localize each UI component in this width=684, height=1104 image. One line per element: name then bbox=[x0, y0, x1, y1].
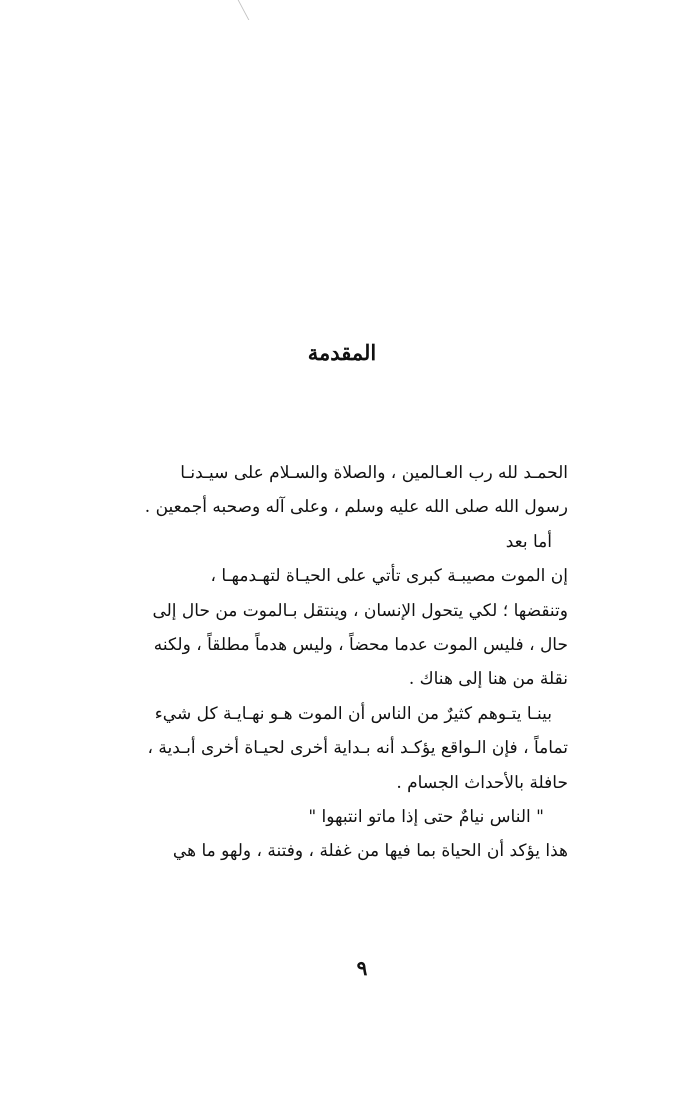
text-line: وتنقضها ؛ لكي يتحول الإنسان ، وينتقل بـالموت من حال إلى bbox=[152, 600, 568, 621]
scan-mark bbox=[238, 0, 264, 20]
text-line: حال ، فليس الموت عدما محضاً ، وليس هدماً مطلقاً ، ولكنه bbox=[153, 635, 568, 656]
text-line: حافلة بالأحداث الجسام . bbox=[396, 772, 568, 793]
text-line: الحمـد لله رب العـالمين ، والصلاة والسـلام على سيـدنـا bbox=[180, 463, 568, 483]
chapter-title: المقدمة bbox=[307, 340, 377, 365]
quote-line: " الناس نيامٌ حتى إذا ماتو انتبهوا " bbox=[308, 807, 544, 828]
text-line: نقلة من هنا إلى هناك . bbox=[408, 669, 568, 690]
text-line: إن الموت مصيبـة كبرى تأتي على الحيـاة لتهـدمهـا ، bbox=[210, 566, 568, 587]
text-line: رسول الله صلى الله عليه وسلم ، وعلى آله وصحبه أجمعين . bbox=[144, 497, 568, 518]
body-text bbox=[118, 456, 568, 869]
text-line: بينـا يتـوهم كثيرٌ من الناس أن الموت هـو نهـايـة كل شيء bbox=[154, 703, 552, 724]
text-line: تماماً ، فإن الـواقع يؤكـد أنه بـداية أخرى لحيـاة أخرى أبـدية ، bbox=[147, 738, 568, 759]
page-number: ٩ bbox=[356, 956, 368, 980]
text-line: أما بعد bbox=[505, 531, 552, 552]
text-line: هذا يؤكد أن الحياة بما فيها من غفلة ، وفتنة ، ولهو ما هي bbox=[172, 841, 568, 862]
